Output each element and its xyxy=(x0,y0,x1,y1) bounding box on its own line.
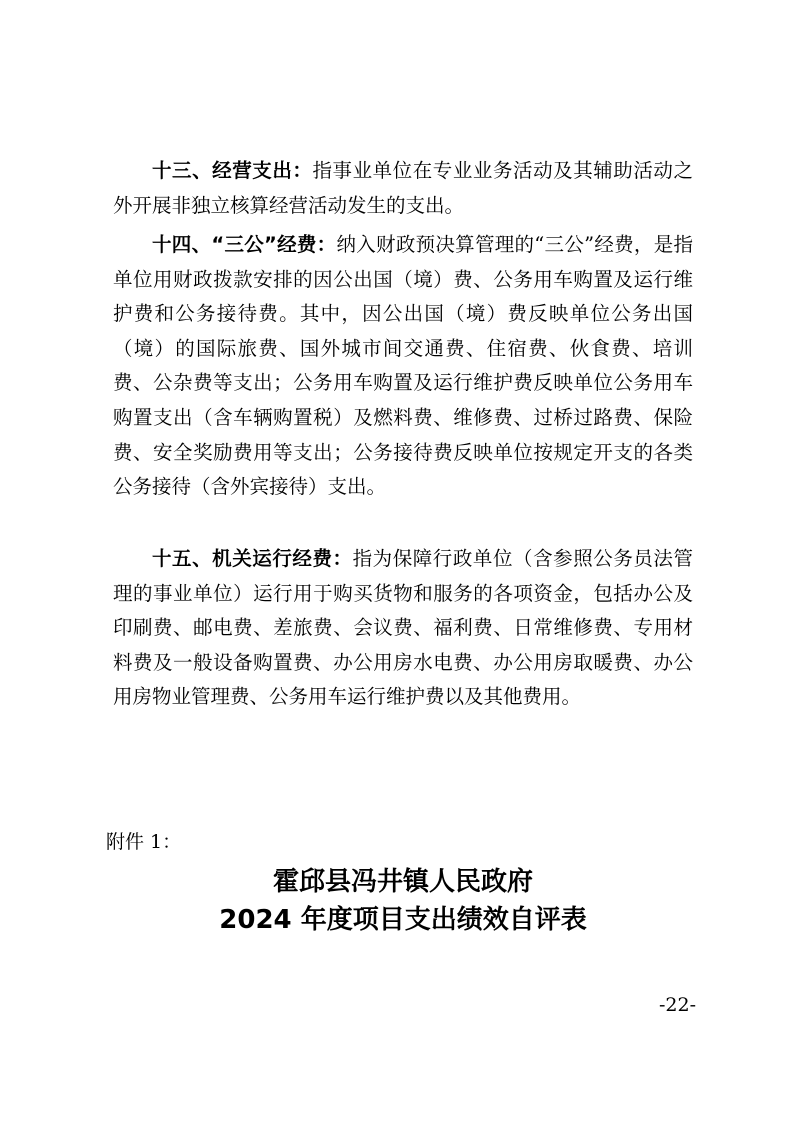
section-term: 十五、机关运行经费： xyxy=(152,547,353,570)
section-three-public-expenses xyxy=(113,228,693,505)
document-title-line1: 霍邱县冯井镇人民政府 xyxy=(272,867,533,897)
section-agency-operating-funds xyxy=(113,542,693,715)
section-term: 十四、“三公”经费： xyxy=(152,233,337,256)
section-text: 纳入财政预决算管理的“三公”经费，是指单位用财政拨款安排的因公出国（境）费、公务用车购置及运行维护费和公务接待费。其中，因公出国（境）费反映单位公务出国（境）的国际旅费、国外城市间交通费、住宿费、伙食费、培训费、公杂费等支出；公务用车购置及运行维护费反映单位公务用车购置支出（含车辆购置税）及燃料费、维修费、过桥过路费、保险费、安全奖励费用等支出；公务接待费反映单位按规定开支的各类公务接待（含外宾接待）支出。 xyxy=(113,233,693,499)
attachment-label: 附件 1： xyxy=(106,831,182,853)
section-term: 十三、经营支出： xyxy=(152,159,313,182)
section-text: 指事业单位在专业业务活动及其辅助活动之外开展非独立核算经营活动发生的支出。 xyxy=(113,159,693,217)
document-title-line2: 2024 年度项目支出绩效自评表 xyxy=(219,905,587,935)
section-operating-expenditure xyxy=(113,154,693,223)
section-text: 指为保障行政单位（含参照公务员法管理的事业单位）运行用于购买货物和服务的各项资金，包括办公及印刷费、邮电费、差旅费、会议费、福利费、日常维修费、专用材料费及一般设备购置费、办公用房水电费、办公用房取暖费、办公用房物业管理费、公务用车运行维护费以及其他费用。 xyxy=(113,547,693,709)
page-number: -22- xyxy=(658,994,696,1016)
